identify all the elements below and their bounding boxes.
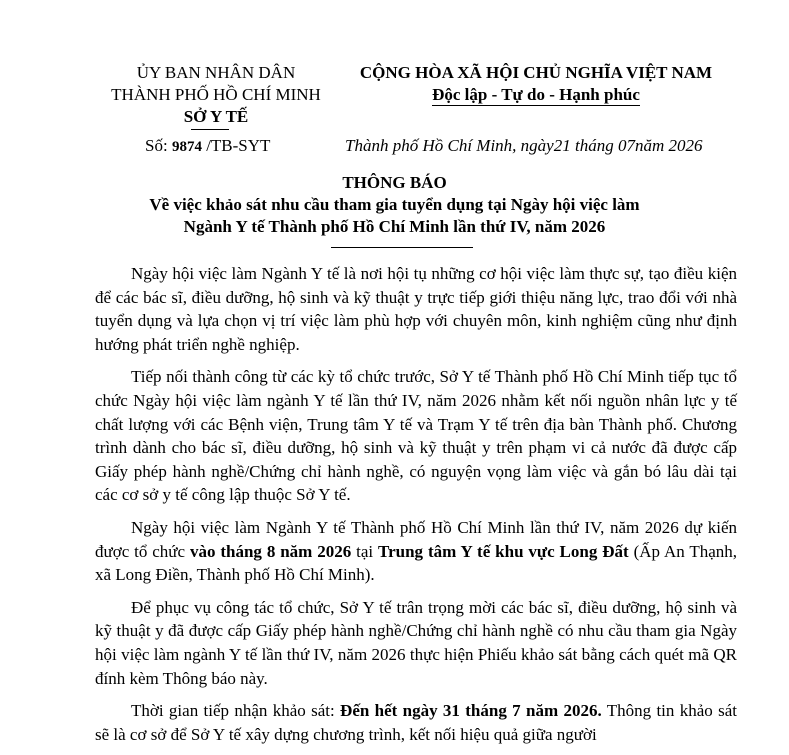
title-underline (331, 247, 473, 248)
document-number-prefix: Số: (145, 136, 168, 155)
paragraph-1: Ngày hội việc làm Ngành Y tế là nơi hội tụ những cơ hội việc làm thực sự, tạo điều kiện để các bác sĩ, điều dưỡng, hộ sinh và kỹ thuật y trực tiếp giới thiệu năng lực, trao đổi với nhà tuyển dụng và lựa chọn vị trí việc làm phù hợp với chuyên môn, kinh nghiệm cũng như định hướng phát triển nghề nghiệp. (95, 264, 737, 354)
date-year: năm 2026 (634, 136, 703, 155)
title-main: THÔNG BÁO (342, 173, 447, 192)
document-body (95, 262, 737, 755)
national-title: CỘNG HÒA XÃ HỘI CHỦ NGHĨA VIỆT NAM (359, 63, 713, 82)
issuer-line-2: THÀNH PHỐ HỒ CHÍ MINH (111, 85, 321, 104)
p3-text-a: Ngày hội việc làm Ngành Y tế Thành phố Hồ Chí Minh lần thứ IV, năm 2026 dự kiến được tổ chức (95, 517, 737, 561)
issuer-underline (191, 129, 229, 130)
issuer-line-1: ỦY BAN NHÂN DÂN (136, 63, 296, 82)
document-date (345, 135, 703, 157)
date-place: Thành phố Hồ Chí Minh, ngày (345, 136, 554, 155)
date-month-word: tháng (574, 136, 614, 155)
p5-text-c: Thông tin khảo sát sẽ là cơ sở để Sở Y tế xây dựng chương trình, kết nối hiệu quả giữa người (95, 701, 737, 744)
issuer-header (100, 62, 332, 128)
issuer-department: SỞ Y TẾ (183, 107, 249, 126)
date-day: 21 (553, 136, 571, 155)
document-title (0, 172, 789, 238)
document-number-suffix: /TB-SYT (206, 136, 271, 155)
paragraph-3 (95, 516, 737, 587)
p5-text-a: Thời gian tiếp nhận khảo sát: (131, 701, 341, 721)
title-subject-1: Về việc khảo sát nhu cầu tham gia tuyển dụng tại Ngày hội việc làm (149, 195, 640, 214)
p3-text-e: (Ấp An Thạnh, xã Long Điền, Thành phố Hồ Chí Minh). (95, 541, 738, 585)
p3-text-c: tại (351, 541, 379, 561)
document-number (145, 135, 270, 158)
event-venue: Trung tâm Y tế khu vực Long Đất (378, 541, 629, 561)
date-month: 07 (617, 136, 635, 155)
survey-deadline: Đến hết ngày 31 tháng 7 năm 2026. (340, 701, 602, 721)
national-header (340, 62, 732, 106)
paragraph-2: Tiếp nối thành công từ các kỳ tổ chức trước, Sở Y tế Thành phố Hồ Chí Minh tiếp tục tổ chức Ngày hội việc làm ngành Y tế lần thứ IV, năm 2026 nhằm kết nối nguồn nhân lực y tế chất lượng với các Bệnh viện, Trung tâm Y tế và Trạm Y tế trên địa bàn Thành phố. Chương trình dành cho bác sĩ, điều dưỡng, hộ sinh và kỹ thuật y trên phạm vi cả nước đã được cấp Giấy phép hành nghề/Chứng chỉ hành nghề, có nguyện vọng làm việc và gắn bó lâu dài tại các cơ sở y tế công lập thuộc Sở Y tế. (95, 367, 737, 505)
paragraph-5 (95, 699, 737, 746)
document-number-value: 9874 (171, 139, 202, 155)
title-subject-2: Ngành Y tế Thành phố Hồ Chí Minh lần thứ IV, năm 2026 (183, 217, 606, 236)
paragraph-4: Để phục vụ công tác tổ chức, Sở Y tế trân trọng mời các bác sĩ, điều dưỡng, hộ sinh và kỹ thuật y đã được cấp Giấy phép hành nghề/Chứng chỉ hành nghề có nhu cầu tham gia Ngày hội việc làm ngành Y tế lần thứ IV, năm 2026 thực hiện Phiếu khảo sát bằng cách quét mã QR đính kèm Thông báo này. (95, 597, 737, 688)
event-time: vào tháng 8 năm 2026 (189, 541, 352, 561)
national-motto: Độc lập - Tự do - Hạnh phúc (432, 85, 640, 104)
